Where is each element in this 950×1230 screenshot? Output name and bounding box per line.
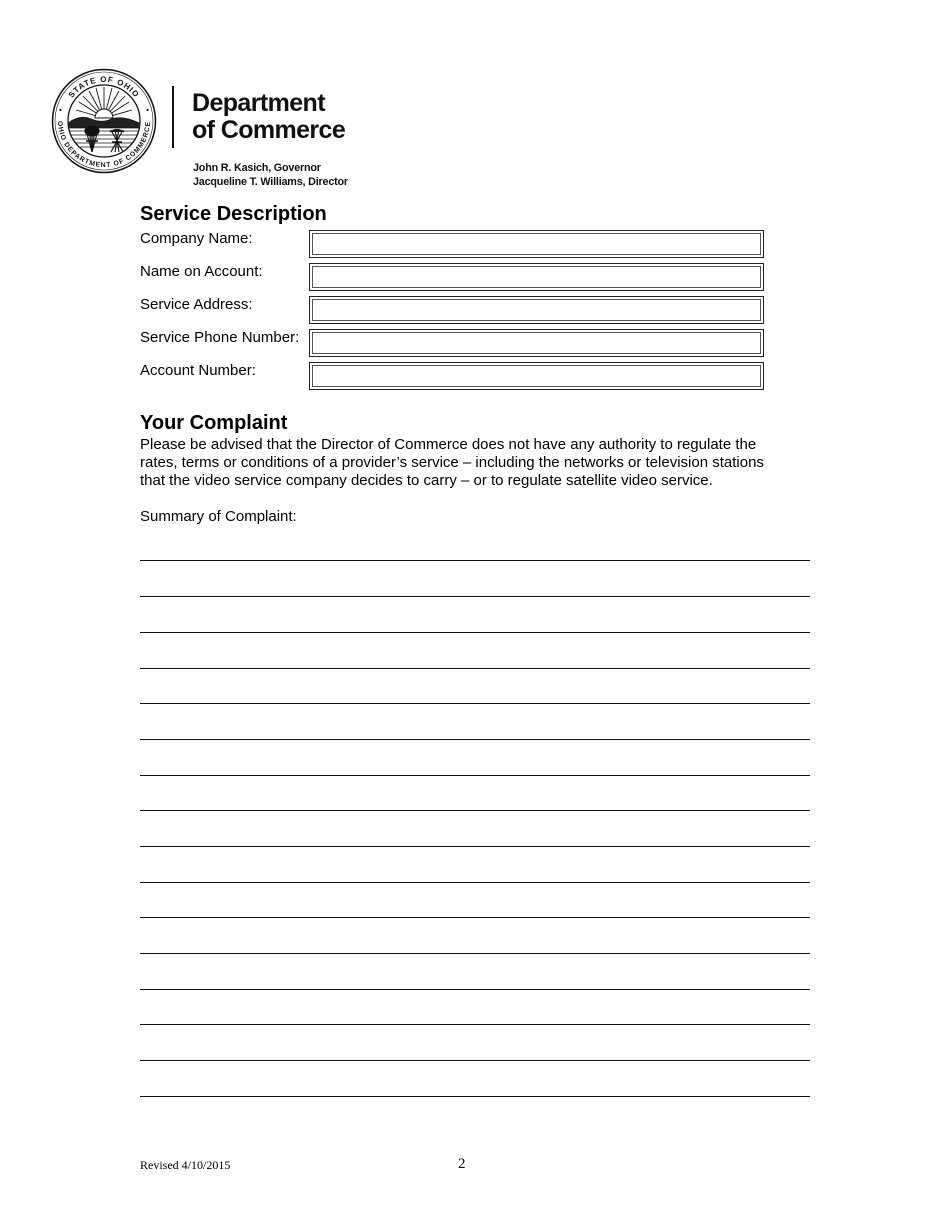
your-complaint-heading: Your Complaint: [140, 412, 288, 434]
department-name-line1: Department: [192, 89, 325, 117]
service-address-field[interactable]: [309, 296, 764, 324]
authority-notice-line: rates, terms or conditions of a provider’s service – including the networks or television stations: [140, 454, 764, 471]
writing-line: [140, 632, 810, 633]
field-row-service-phone: [140, 329, 770, 362]
field-row-service-address: [140, 296, 770, 329]
account-number-label: Account Number:: [140, 362, 256, 379]
writing-line: [140, 560, 810, 561]
director-line: Jacqueline T. Williams, Director: [193, 176, 348, 188]
account-number-field[interactable]: [309, 362, 764, 390]
name-on-account-label: Name on Account:: [140, 263, 263, 280]
seal-bottom-text: OHIO DEPARTMENT OF COMMERCE: [55, 120, 153, 170]
seal-top-text: STATE OF OHIO: [66, 74, 142, 100]
writing-line: [140, 989, 810, 990]
header-divider: [172, 86, 174, 148]
writing-line: [140, 810, 810, 811]
summary-of-complaint-label: Summary of Complaint:: [140, 508, 297, 525]
revision-date: Revised 4/10/2015: [140, 1158, 231, 1172]
ohio-seal-logo: [51, 68, 157, 174]
writing-line: [140, 1024, 810, 1025]
authority-notice-line: that the video service company decides to carry – or to regulate satellite video service.: [140, 472, 713, 489]
writing-line: [140, 775, 810, 776]
service-address-label: Service Address:: [140, 296, 253, 313]
writing-line: [140, 703, 810, 704]
service-phone-number-field[interactable]: [309, 329, 764, 357]
company-name-label: Company Name:: [140, 230, 253, 247]
seal-dot-left: [59, 109, 61, 111]
writing-line: [140, 1060, 810, 1061]
name-on-account-field[interactable]: [309, 263, 764, 291]
field-row-name-on-account: [140, 263, 770, 296]
service-phone-number-label: Service Phone Number:: [140, 329, 300, 346]
page-number: 2: [458, 1156, 466, 1172]
field-row-company-name: [140, 230, 770, 263]
writing-line: [140, 739, 810, 740]
writing-line: [140, 953, 810, 954]
writing-line: [140, 596, 810, 597]
company-name-field[interactable]: [309, 230, 764, 258]
authority-notice: [140, 436, 764, 490]
writing-line: [140, 846, 810, 847]
department-name: [192, 90, 345, 144]
field-row-account-number: [140, 362, 770, 395]
authority-notice-line: Please be advised that the Director of Commerce does not have any authority to regulate the: [140, 436, 757, 453]
department-name-line2: of Commerce: [192, 116, 346, 144]
service-description-heading: Service Description: [140, 203, 327, 225]
writing-line: [140, 882, 810, 883]
writing-line: [140, 917, 810, 918]
governor-line: John R. Kasich, Governor: [193, 162, 321, 174]
writing-line: [140, 668, 810, 669]
officials-block: [193, 161, 348, 189]
seal-dot-right: [146, 109, 148, 111]
writing-line: [140, 1096, 810, 1097]
